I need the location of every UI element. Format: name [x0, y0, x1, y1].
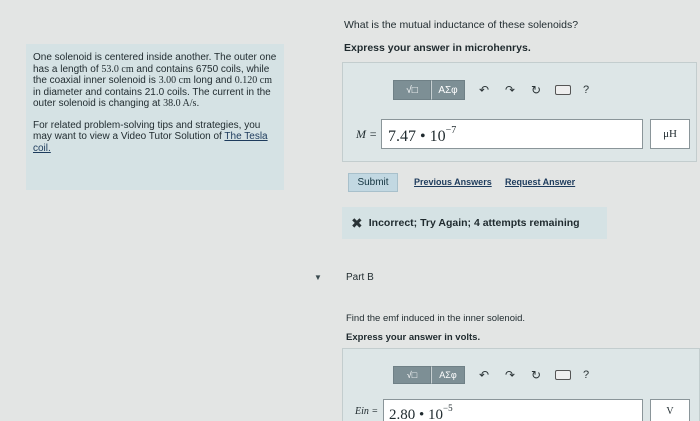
reset-icon[interactable]: ↻: [530, 83, 542, 97]
part-a-question: What is the mutual inductance of these solenoids?: [344, 19, 579, 31]
tips-text: For related problem-solving tips and strategies, you may want to view a Video Tutor Solution of The Tesla coil.: [33, 119, 268, 154]
outer-length: 53.0 cm: [101, 63, 134, 75]
unit-field-b[interactable]: V: [650, 399, 690, 421]
help-icon[interactable]: ?: [583, 84, 590, 96]
problem-panel: [26, 44, 284, 190]
variable-label: M =: [356, 127, 378, 141]
part-b-express: Express your answer in volts.: [346, 332, 481, 343]
part-a-express: Express your answer in microhenrys.: [344, 42, 531, 54]
greek-symbols-button-b[interactable]: ΑΣφ: [431, 366, 465, 384]
templates-button-b[interactable]: √□: [393, 366, 431, 384]
request-answer-link[interactable]: Request Answer: [505, 177, 576, 187]
part-a-answer-box: [342, 62, 697, 162]
submit-button[interactable]: Submit: [348, 173, 398, 192]
templates-button[interactable]: √□: [393, 80, 431, 100]
problem-text: One solenoid is centered inside another. The outer one has a length of 53.0 cm and contains 6750 coils, while the coaxial inner solenoid is 3.00 cm long and 0.120 cm in diameter and contains 21.0 coils. The current in the outer solenoid is changing at 38.0 A/s.: [33, 52, 277, 109]
incorrect-x-icon: ✖: [351, 214, 363, 231]
inner-diameter: 0.120 cm: [234, 75, 273, 86]
keyboard-icon[interactable]: [555, 370, 571, 380]
unit-field[interactable]: μH: [650, 119, 690, 149]
inner-length: 3.00 cm: [158, 75, 191, 86]
current-rate: 38.0 A/s: [163, 98, 197, 109]
part-b-title[interactable]: Part B: [346, 272, 374, 283]
video-tutor-link[interactable]: The Tesla coil.: [33, 131, 268, 154]
reset-icon[interactable]: ↻: [530, 368, 542, 382]
answer-input-b[interactable]: [383, 399, 643, 421]
answer-exponent: −7: [445, 125, 457, 136]
answer-exponent-b: −5: [443, 403, 453, 413]
variable-label-b: Ein =: [355, 406, 379, 417]
undo-icon[interactable]: ↶: [478, 83, 490, 97]
collapse-arrow-icon[interactable]: ▼: [314, 273, 322, 282]
redo-icon[interactable]: ↷: [504, 368, 516, 382]
feedback-text: Incorrect; Try Again; 4 attempts remaining: [368, 217, 580, 229]
math-toolbar: [393, 80, 589, 100]
undo-icon[interactable]: ↶: [478, 368, 490, 382]
redo-icon[interactable]: ↷: [504, 83, 516, 97]
math-toolbar-b: [393, 366, 589, 384]
help-icon[interactable]: ?: [583, 369, 590, 381]
part-b-question: Find the emf induced in the inner solenoid.: [346, 313, 526, 324]
keyboard-icon[interactable]: [555, 85, 571, 95]
previous-answers-link[interactable]: Previous Answers: [414, 177, 492, 187]
feedback-banner: [342, 207, 607, 239]
greek-symbols-button[interactable]: ΑΣφ: [431, 80, 465, 100]
answer-mantissa: 7.47 • 10: [388, 128, 446, 145]
part-b-answer-box: [342, 348, 700, 421]
answer-input[interactable]: [381, 119, 643, 149]
answer-mantissa-b: 2.80 • 10: [389, 407, 444, 421]
